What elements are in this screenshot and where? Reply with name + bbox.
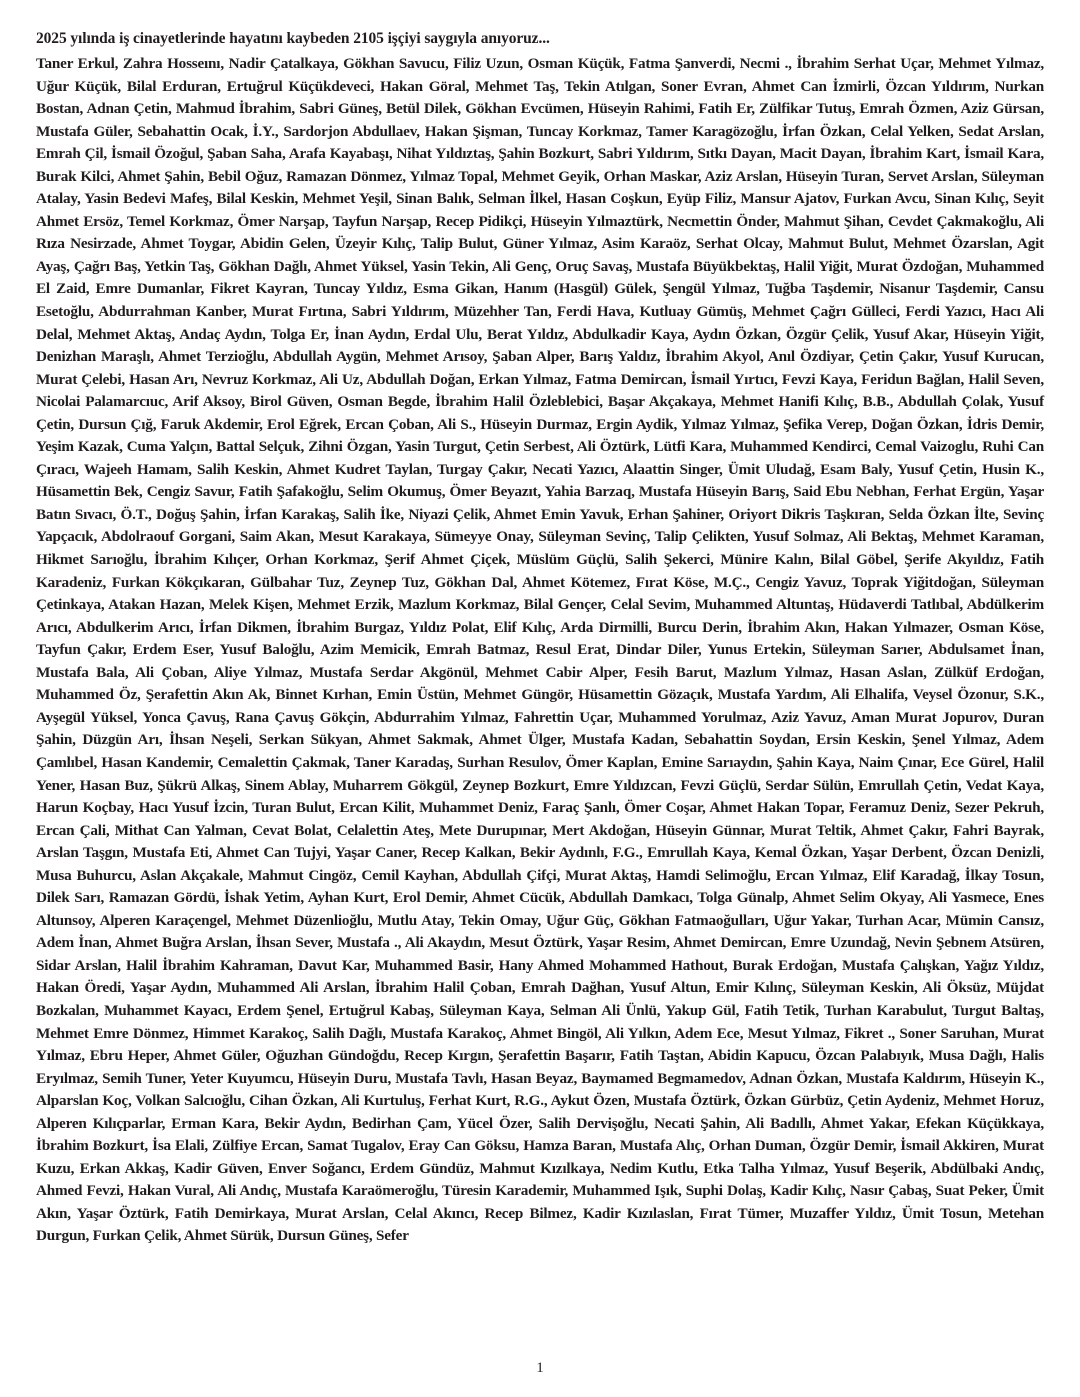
page-number: 1 [536,1360,544,1376]
victim-names-paragraph: Taner Erkul, Zahra Hosseını, Nadir Çatalkaya, Gökhan Savucu, Filiz Uzun, Osman Küçük, Fatma Şanverdi, Necmi ., İbrahim Serhat Uçar, Mehmet Yılmaz, Uğur Küçük, Bilal Erduran, Ertuğrul Küçükdeveci, Hakan Göral, Mehmet Taş, Tekin Atılgan, Soner Evran, Ahmet Can İzmirli, Özcan Yıldırım, Nurkan Bostan, Adnan Çetin, Mahmud İbrahim, Sabri Güneş, Betül Dilek, Gökhan Evcümen, Hüseyin Rahimi, Fatih Er, Zülfikar Tutuş, Emrah Özmen, Aziz Gürsan, Mustafa Güler, Sebahattin Ocak, İ.Y., Sardorjon Abdullaev, Hakan Şişman, Tuncay Korkmaz, Tamer Karagözoğlu, İrfan Özkan, Celal Yelken, Sedat Arslan, Emrah Çil, İsmail Özoğul, Şaban Saha, Arafa Kayabaşı, Nihat Yıldıztaş, Şahin Bozkurt, Sabri Yıldırım, Sıtkı Dayan, Macit Dayan, İbrahim Kart, İsmail Kara, Burak Kilci, Ahmet Şahin, Bebil Oğuz, Ramazan Dönmez, Yılmaz Topal, Mehmet Geyik, Orhan Maskar, Aziz Arslan, Hüseyin Turan, Servet Arslan, Süleyman Atalay, Yasin Bedevi Mafeş, Bilal Keskin, Mehmet Yeşil, Sinan Balık, Selman İlkel, Hasan Coşkun, Eyüp Filiz, Mansur Ajatov, Furkan Avcu, Sinan Kılıç, Seyit Ahmet Ersöz, Temel Korkmaz, Ömer Narşap, Tayfun Narşap, Recep Pidikçi, Hüseyin Yılmaztürk, Necmettin Önder, Mahmut Şihan, Cevdet Çakmakoğlu, Ali Rıza Nesirzade, Ahmet Toygar, Abidin Gelen, Üzeyir Kılıç, Talip Bulut, Güner Yılmaz, Asim Karaöz, Serhat Olcay, Mahmut Bulut, Mehmet Özarslan, Agit Ayaş, Çağrı Baş, Yetkin Taş, Gökhan Dağlı, Ahmet Yüksel, Yasin Tekin, Ali Genç, Oruç Savaş, Mustafa Büyükbektaş, Halil Yiğit, Murat Özdoğan, Muhammed El Zaid, Emre Dumanlar, Fikret Kayran, Tuncay Yıldız, Esma Gikan, Hanım (Hasgül) Gülek, Şengül Yılmaz, Tuğba Taşdemir, Nisanur Taşdemir, Cansu Esetoğlu, Abdurrahman Kanber, Murat Fırtına, Sabri Yıldırım, Müzehher Tan, Ferdi Hava, Kutluay Gümüş, Mehmet Çağrı Gülleci, Ferdi Yazıcı, Hacı Ali Delal, Mehmet Aktaş, Andaç Aydın, Tolga Er, İnan Aydın, Erdal Ulu, Berat Yıldız, Abdulkadir Kaya, Aydın Özkan, Özgür Çelik, Yusuf Akar, Hüseyin Yiğit, Denizhan Maraşlı, Ahmet Terzioğlu, Abdullah Aygün, Mehmet Arısoy, Şaban Alper, Barış Yaldız, İbrahim Akyol, Anıl Özdiyar, Çetin Çakır, Yusuf Kurucan, Murat Çelebi, Hasan Arı, Nevruz Korkmaz, Ali Uz, Abdullah Doğan, Erkan Yılmaz, Fatma Demircan, İsmail Yırtıcı, Fevzi Kaya, Feridun Bağlan, Halil Seven, Nicolai Palamarcıuc, Arif Aksoy, Birol Güven, Osman Begde, İbrahim Halil Özleblebici, Başar Akçakaya, Mehmet Hanifi Kılıç, B.B., Abdullah Çolak, Yusuf Çetin, Dursun Çığ, Faruk Akdemir, Erol Eğrek, Ercan Çoban, Ali S., Hüseyin Durmaz, Ergin Aydik, Yılmaz Yılmaz, Şefika Verep, Doğan Özkan, İdris Demir, Yeşim Kazak, Cuma Yalçın, Battal Selçuk, Zihni Özgan, Yasin Turgut, Çetin Serbest, Ali Öztürk, Lütfi Kara, Muhammed Kendirci, Cemal Vaizoglu, Ruhi Can Çıracı, Wajeeh Hamam, Salih Keskin, Ahmet Kudret Taylan, Turgay Çakır, Necati Yazıcı, Alaattin Singer, Ümit Uludağ, Esam Baly, Yusuf Çetin, Husin K., Hüsamettin Bek, Cengiz Savur, Fatih Şafakoğlu, Selim Okumuş, Ömer Beyazıt, Yahia Barzaq, Mustafa Hüseyin Barış, Said Ebu Nebhan, Ferhat Ergün, Yaşar Batın Sıvacı, Ö.T., Doğuş Şahin, İrfan Karakaş, Salih İke, Niyazi Çelik, Ahmet Emin Yavuk, Erhan Şahiner, Oriyort Dikris Taşkıran, Selda Özkan İlte, Sevinç Yapçacık, Abdolraouf Gorgani, Saim Akan, Mesut Karakaya, Sümeyye Onay, Süleyman Sevinç, Talip Çelikten, Yusuf Solmaz, Ali Bektaş, Mehmet Karaman, Hikmet Sarıoğlu, İbrahim Kılıçer, Orhan Korkmaz, Şerif Ahmet Çiçek, Müslüm Güçlü, Salih Şekerci, Münire Kalın, Bilal Göbel, Şerife Akyıldız, Fatih Karadeniz, Furkan Kökçıkaran, Gülbahar Tuz, Zeynep Tuz, Gökhan Dal, Ahmet Kötemez, Fırat Köse, M.Ç., Cengiz Yavuz, Toprak Yiğitdoğan, Süleyman Çetinkaya, Atakan Hazan, Melek Kişen, Mehmet Erzik, Mazlum Korkmaz, Bilal Gençer, Celal Sevim, Muhammed Altuntaş, Hüdaverdi Tatlıbal, Abdülkerim Arıcı, Abdulkerim Arıcı, İrfan Dikmen, İbrahim Burgaz, Yıldız Polat, Elif Kılıç, Arda Dirmilli, Burcu Derin, İbrahim Akın, Hakan Yılmazer, Osman Köse, Tayfun Çakır, Erdem Eser, Yusuf Baloğlu, Azim Memicik, Emrah Batmaz, Resul Erat, Dindar Diler, Yunus Ertekin, Süleyman Sarıer, Abdulsamet İnan, Mustafa Bala, Ali Çoban, Aliye Yılmaz, Mustafa Serdar Akgönül, Mehmet Cabir Alper, Fesih Barut, Mazlum Yılmaz, Hasan Aslan, Zülküf Erdoğan, Muhammed Öz, Şerafettin Akın Ak, Binnet Kırhan, Emin Üstün, Mehmet Güngör, Hüsamettin Gözaçık, Mustafa Yardım, Ali Elhalifa, Veysel Özonur, S.K., Ayşegül Yüksel, Yonca Çavuş, Rana Çavuş Gökçin, Abdurrahim Yılmaz, Fahrettin Uçar, Muhammed Yorulmaz, Aziz Yavuz, Aman Murat Jopurov, Duran Şahin, Düzgün Arı, İhsan Neşeli, Serkan Sükyan, Ahmet Sakmak, Ahmet Ülger, Mustafa Kadan, Sebahattin Soydan, Ersin Keskin, Şenel Yılmaz, Adem Çamlıbel, Hasan Kandemir, Cemalettin Çakmak, Taner Karadaş, Surhan Resulov, Ömer Kaplan, Emine Sarıaydın, Şahin Kaya, Naim Çınar, Ece Gürel, Halil Yener, Hasan Buz, Şükrü Alkaş, Sinem Ablay, Muharrem Gökgül, Zeynep Bozkurt, Emre Yıldızcan, Fevzi Güçlü, Serdar Sülün, Emrullah Çetin, Vedat Kaya, Harun Koçbay, Hacı Yusuf İzcin, Turan Bulut, Ercan Kilit, Muhammet Deniz, Faraç Şanlı, Ömer Coşar, Ahmet Hakan Topar, Feramuz Deniz, Sezer Pekruh, Ercan Çali, Mithat Can Yalman, Cevat Bolat, Celalettin Ateş, Mete Durupınar, Mert Akdoğan, Hüseyin Günnar, Murat Teltik, Ahmet Çakır, Fahri Bayrak, Arslan Taşgın, Mustafa Eti, Ahmet Can Tujyi, Yaşar Caner, Recep Kalkan, Bekir Aydınlı, F.G., Emrullah Kaya, Kemal Özkan, Yaşar Derbent, Özcan Denizli, Musa Buhurcu, Aslan Akçakale, Mahmut Cingöz, Cemil Kayhan, Abdullah Çifçi, Murat Aktaş, Hamdi Selimoğlu, Ercan Yılmaz, Elif Karadağ, İlkay Tosun, Dilek Sarı, Ramazan Gördü, İshak Yetim, Ayhan Kurt, Erol Demir, Ahmet Cücük, Abdullah Damkacı, Tolga Günalp, Ahmet Selim Okyay, Ali Yasmece, Enes Altunsoy, Alperen Karaçengel, Mehmet Düzenlioğlu, Mutlu Atay, Tekin Omay, Uğur Güç, Gökhan Fatmaoğulları, Uğur Yakar, Turhan Acar, Mümin Cansız, Adem İnan, Ahmet Buğra Arslan, İhsan Sever, Mustafa ., Ali Akaydın, Mesut Öztürk, Yaşar Resim, Ahmet Demircan, Emre Uzundağ, Nevin Şebnem Atsüren, Sidar Arslan, Halil İbrahim Kahraman, Davut Kar, Muhammed Basir, Hany Ahmed Mohammed Hathout, Burak Erdoğan, Mustafa Çalışkan, Yağız Yıldız, Hakan Öredi, Yaşar Aydın, Muhammed Ali Arslan, İbrahim Halil Çoban, Emrah Dağhan, Yusuf Altun, Emir Kılınç, Süleyman Keskin, Ali Öksüz, Müjdat Bozkalan, Muhammet Kayacı, Erdem Şenel, Ertuğrul Kabaş, Süleyman Kaya, Selman Ali Ünlü, Yakup Gül, Fatih Tetik, Turhan Karabulut, Turgut Baltaş, Mehmet Emre Dönmez, Himmet Karakoç, Salih Dağlı, Mustafa Karakoç, Ahmet Bingöl, Ali Yılkın, Adem Ece, Mesut Yılmaz, Fikret ., Soner Saruhan, Murat Yılmaz, Ebru Heper, Ahmet Güler, Oğuzhan Gündoğdu, Recep Kırgın, Şerafettin Başarır, Fatih Taştan, Abidin Kapucu, Özcan Palabıyık, Musa Dağlı, Halis Eryılmaz, Semih Tuner, Yeter Kuyumcu, Hüseyin Duru, Mustafa Tavlı, Hasan Beyaz, Baymamed Begmamedov, Adnan Özkan, Mustafa Kaldırım, Hüseyin K., Alparslan Koç, Volkan Salcıoğlu, Cihan Özkan, Ali Kurtuluş, Ferhat Kurt, R.G., Aykut Özen, Mustafa Öztürk, Özkan Gürbüz, Çetin Aydeniz, Mehmet Horuz, Alperen Kılıçparlar, Erman Kara, Bekir Aydın, Bedirhan Çam, Yücel Özer, Salih Dervişoğlu, Necati Şahin, Ali Badıllı, Ahmet Yakar, Efekan Küçükkaya, İbrahim Bozkurt, İsa Elali, Zülfiye Ercan, Samat Tugalov, Eray Can Göksu, Hamza Baran, Mustafa Alıç, Orhan Duman, Özgür Demir, İsmail Akkiren, Murat Kuzu, Erkan Akkaş, Kadir Güven, Enver Soğancı, Erdem Gündüz, Mahmut Kızılkaya, Nedim Kutlu, Etka Talha Yılmaz, Yusuf Beşerik, Abdülbaki Andıç, Ahmed Fevzi, Hakan Vural, Ali Andıç, Mustafa Karaömeroğlu, Türesin Karademir, Muhammed Işık, Suphi Dolaş, Kadir Kılıç, Nasır Çabaş, Suat Peker, Ümit Akın, Yaşar Öztürk, Fatih Demirkaya, Murat Arslan, Celal Akıncı, Recep Bilmez, Kadir Kızılaslan, Fırat Tümer, Muzaffer Yıldız, Ümit Tosun, Metehan Durgun, Furkan Çelik, Ahmet Sürük, Dursun Güneş, Sefer [36,55,1044,1245]
memorial-title: 2025 yılında iş cinayetlerinde hayatını kaybeden 2105 işçiyi saygıyla anıyoruz... [36,30,550,47]
